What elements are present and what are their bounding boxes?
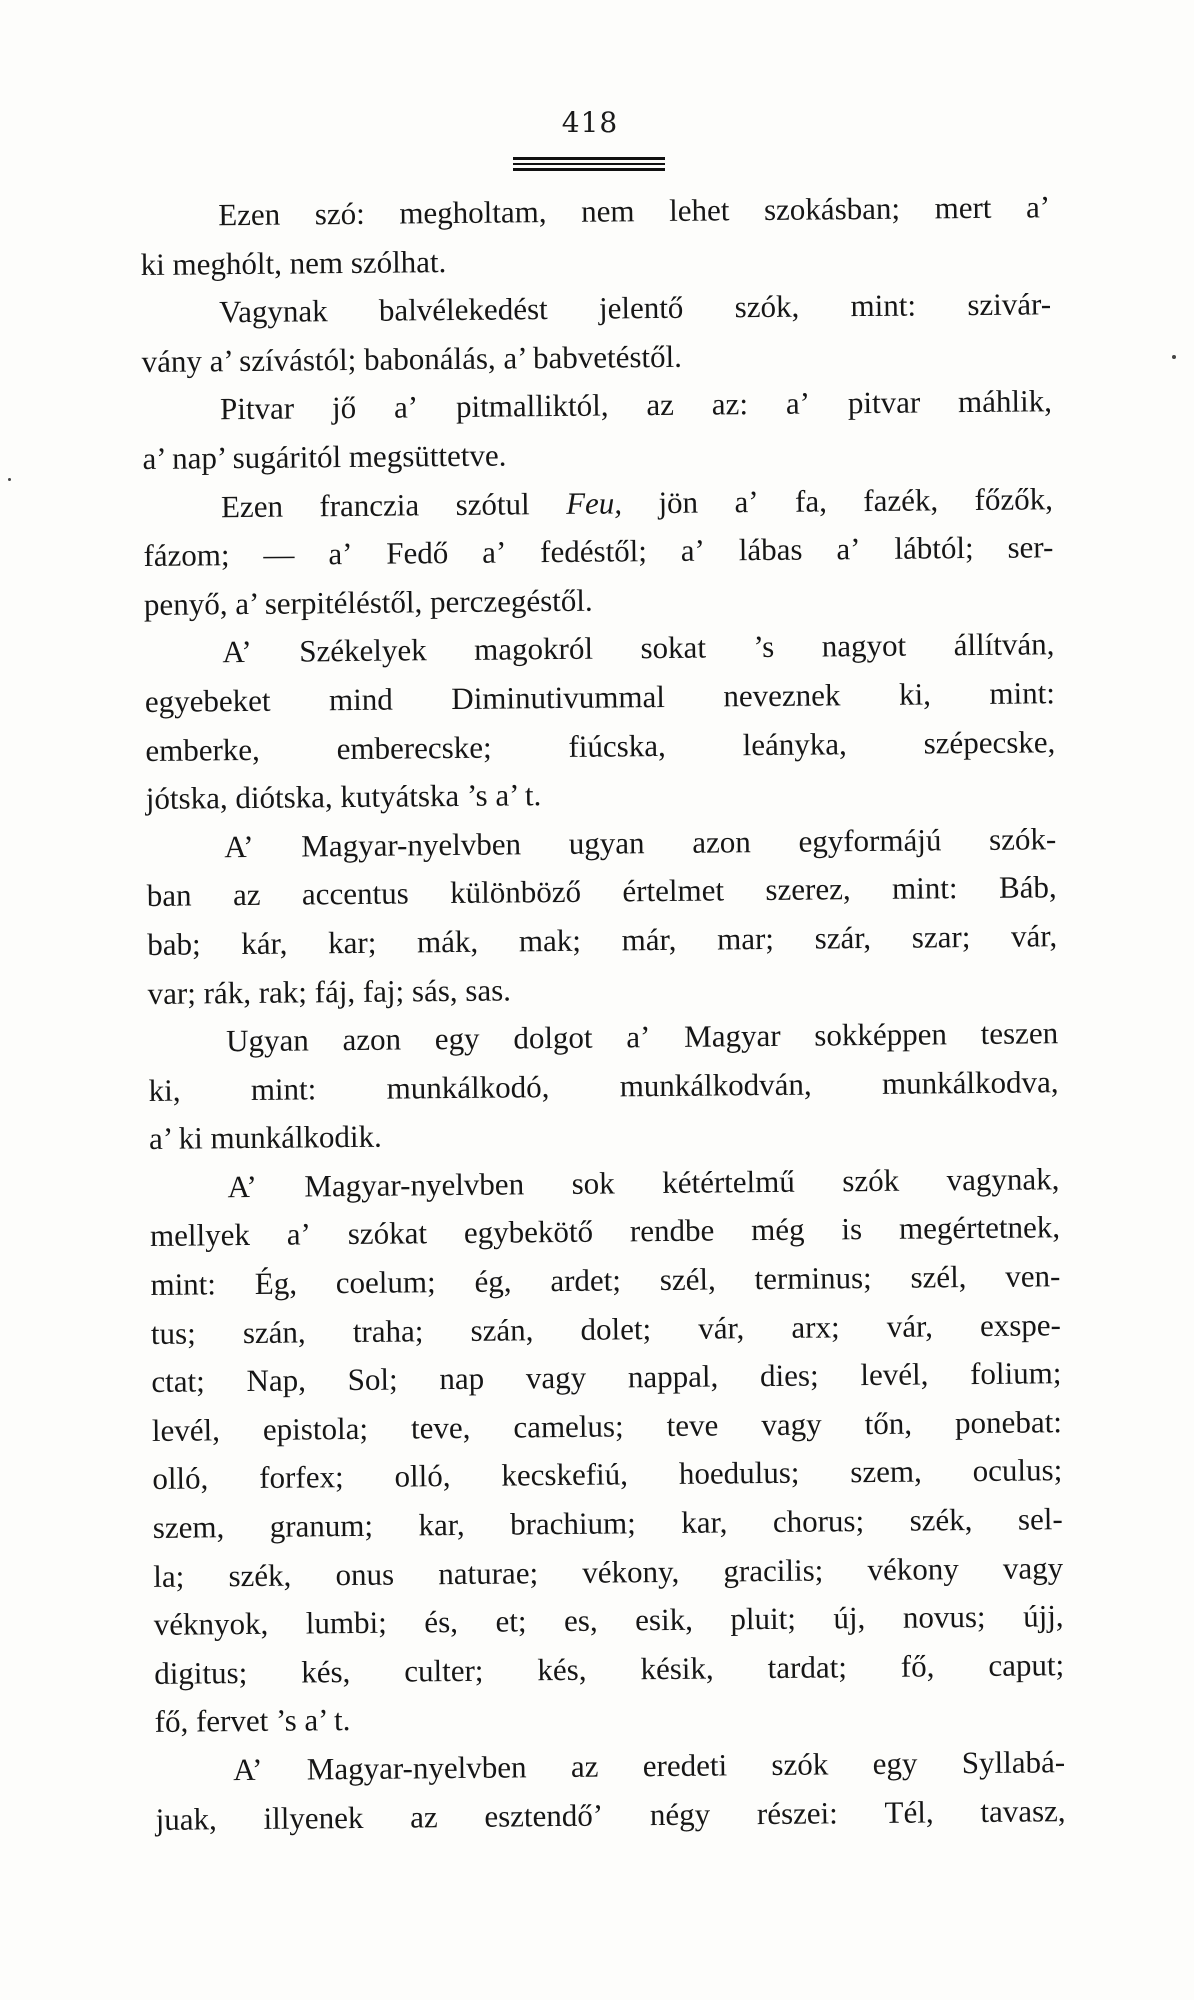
text-line: vány a’ szívástól; babonálás, a’ babvetéstől. <box>141 338 683 379</box>
header-rule-middle <box>513 163 665 165</box>
text-line: mellyek a’ szókat egybekötő rendbe még is megértetnek, <box>149 1209 1061 1254</box>
text-line: ban az accentus különböző értelmet szerez, mint: Báb, <box>146 869 1057 914</box>
header-rule-top <box>513 157 665 160</box>
text-line: Ezen szó: megholtam, nem lehet szokásban; mert a’ <box>218 189 1051 233</box>
text-line: A’ Magyar-nyelvben ugyan azon egyformájú szók- <box>224 820 1057 864</box>
text-line: var; rák, rak; fáj, faj; sás, sas. <box>147 971 512 1011</box>
text-line: ki, mint: munkálkodó, munkálkodván, munkálkodva, <box>148 1063 1059 1108</box>
text-line: Ugyan azon egy dolgot a’ Magyar sokképpen teszen <box>225 1015 1059 1059</box>
text-line: bab; kár, kar; mák, mak; már, mar; szár, szar; vár, <box>147 918 1058 962</box>
text-line: Ezen franczia szótul Feu, jön a’ fa, fazék, főzők, <box>220 480 1054 524</box>
text-line: A’ Magyar-nyelvben az eredeti szók egy Syllabá- <box>232 1744 1066 1788</box>
text-line: emberke, emberecske; fiúcska, leányka, szépecske, <box>145 723 1056 768</box>
paper-speck <box>1172 355 1176 359</box>
text-line: egyebeket mind Diminutivummal neveznek ki, mint: <box>144 675 1056 719</box>
text-line: juak, illyenek az esztendő’ négy részei: Tél, tavasz, <box>155 1792 1066 1837</box>
text-line: la; szék, onus naturae; vékony, gracilis; vékony vagy <box>153 1549 1064 1594</box>
text-line: mint: Ég, coelum; ég, ardet; szél, terminus; szél, ven- <box>150 1258 1061 1303</box>
text-line: fázom; — a’ Fedő a’ fedéstől; a’ lábas a’ lábtól; ser- <box>143 529 1054 574</box>
text-line: digitus; kés, culter; kés, késik, tardat; fő, caput; <box>154 1647 1065 1691</box>
paper-speck <box>8 478 11 481</box>
text-line: a’ nap’ sugáritól megsüttetve. <box>142 437 507 476</box>
text-line: Vagynak balvélekedést jelentő szók, mint: szivár- <box>218 286 1052 330</box>
text-line: ctat; Nap, Sol; nap vagy nappal, dies; levél, folium; <box>151 1355 1062 1400</box>
text-line: tus; szán, traha; szán, dolet; vár, arx; vár, exspe- <box>150 1306 1062 1351</box>
text-line: jótska, diótska, kutyátska ’s a’ t. <box>145 777 542 817</box>
page-number: 418 <box>561 106 619 139</box>
text-line: olló, forfex; olló, kecskefiú, hoedulus; szem, oculus; <box>152 1452 1063 1497</box>
text-line: szem, granum; kar, brachium; kar, chorus; szék, sel- <box>152 1501 1063 1545</box>
text-line: véknyok, lumbi; és, et; es, esik, pluit; új, novus; újj, <box>153 1598 1064 1643</box>
text-line: a’ ki munkálkodik. <box>148 1119 382 1157</box>
text-line: A’ Székelyek magokról sokat ’s nagyot állítván, <box>222 626 1055 670</box>
text-line: ki meghólt, nem szólhat. <box>140 243 447 282</box>
text-line: penyő, a’ serpitéléstől, perczegéstől. <box>143 582 593 622</box>
body-text <box>140 183 1066 1844</box>
text-line: Pitvar jő a’ pitmalliktól, az az: a’ pitvar máhlik, <box>219 383 1053 427</box>
text-line: levél, epistola; teve, camelus; teve vagy tőn, ponebat: <box>151 1404 1062 1448</box>
text-line: A’ Magyar-nyelvben sok kétértelmű szók vagynak, <box>227 1161 1060 1205</box>
header-rule-bottom <box>513 168 665 171</box>
text-line: fő, fervet ’s a’ t. <box>154 1702 351 1740</box>
